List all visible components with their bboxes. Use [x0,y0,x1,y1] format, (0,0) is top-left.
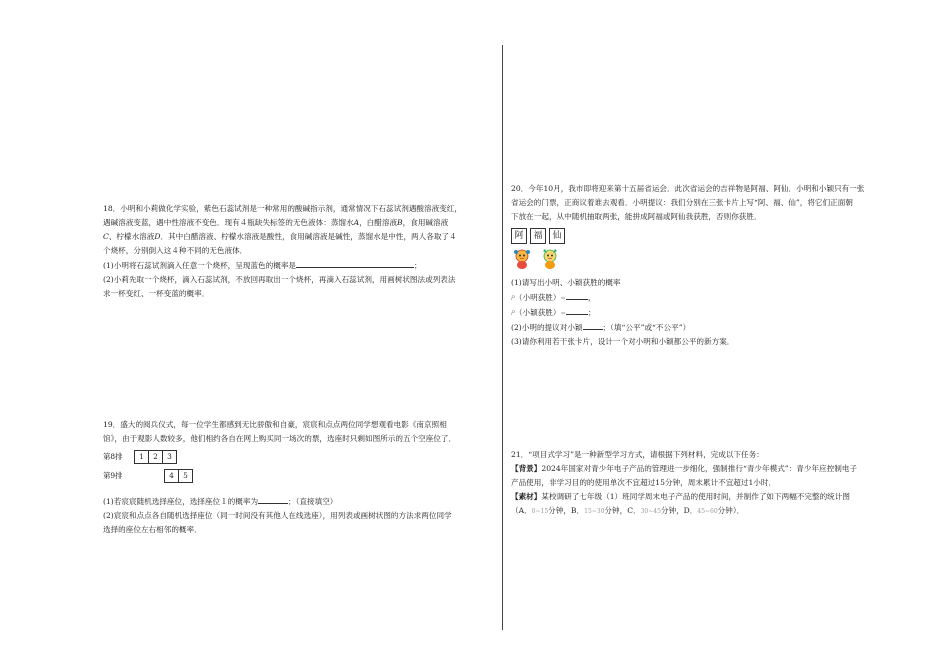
q21-stem: 21．“项目式学习”是一种新型学习方式，请根据下列材料，完成以下任务： [511,450,764,459]
question-19 [103,418,491,537]
card-fu: 福 [530,228,546,244]
question-20 [511,182,899,349]
q20-part-2: (2)小明的提议对小颖 ；（填“公平”或“不公平”） [511,320,899,335]
card-row [511,228,899,244]
seat-row-8 [103,448,491,465]
seat-3: 3 [162,450,177,464]
q19-stem-line-1: 19．盛大的阅兵仪式，每一位学生都感到无比骄傲和自豪，宸宸和点点两位同学想观看电影《南京照相 [103,420,447,429]
q19-part-1: (1)若宸宸随机选择座位，选择座位１的概率为 ；（直接填空） [103,494,491,509]
q18-stem-line-1: 18．小明和小莉做化学实验，紫色石蕊试剂是一种常用的酸碱指示剂，通常情况下石蕊试剂遇酸溶液变红， [103,204,462,213]
q18-stem-line-3: C、柠檬水溶液D．其中白醋溶液、柠檬水溶液是酸性，食用碱溶液是碱性，蒸馏水是中性，两人各取了４ [103,232,457,241]
seat-2: 2 [148,450,163,464]
row-9-label: 第9排 [103,470,123,480]
q19-answer-blank[interactable] [258,494,288,504]
q18-stem-line-2: 遇碱溶液变蓝，遇中性溶液不变色．现有４瓶缺失标签的无色液体：蒸馏水A，白醋溶液B，食用碱溶液 [103,218,449,227]
q19-part-2-line-1: (2)宸宸和点点各自随机选择座位（同一时间没有其他人在线选座），用列表或画树状图的方法求两位同学 [103,511,452,520]
q21-options: （A．0~15分钟，B．15~30分钟，C．30~45分钟，D．45~60分钟）． [511,506,745,515]
q19-stem-line-2: 馆》，由于观影人数较多，他们相约各自在网上购买同一场次的票，选座时只剩如图所示的五个空座位了． [103,434,457,443]
question-21 [511,448,899,519]
q20-p-xiaoying: P（小颖获胜）= ； [511,305,899,320]
row-8-label: 第8排 [103,451,123,461]
q20-xiaoming-blank[interactable] [566,290,588,300]
q18-part-2-line-1: (2)小莉先取一个烧杯，滴入石蕊试剂，不放回再取出一个烧杯，再滴入石蕊试剂，用画树状图法或列表法 [103,275,456,284]
mascot-images [511,248,899,270]
q18-part-2-line-2: 求一杯变红、一杯变蓝的概率． [103,289,210,298]
seat-4: 4 [164,469,179,483]
seat-1: 1 [134,450,149,464]
card-a: 阿 [511,228,527,244]
q21-background-line-1: 【背景】2024年国家对青少年电子产品的管理进一步细化，强制推行“青少年模式”：青少年应控制电子 [511,464,858,473]
q18-part-1: (1)小明将石蕊试剂滴入任意一个烧杯，呈现蓝色的概率是 ； [103,258,491,273]
q20-stem-line-3: 下放在一起，从中随机抽取两张，能拼成阿福或阿仙我获胜，否则你获胜． [511,212,762,221]
seat-row-9 [103,467,491,484]
q18-stem-line-4: 个烧杯，分别倒入这４种不同的无色液体． [103,246,248,255]
q21-background-line-2: 产品使用，非学习目的的使用单次不宜超过15分钟，周末累计不宜超过1小时． [511,478,777,487]
question-18 [103,202,491,301]
seat-5: 5 [178,469,193,483]
q21-material-line-1: 【素材】某校调研了七年级（1）班同学周末电子产品的使用时间，并制作了如下两幅不完整的统计图 [511,492,850,501]
q20-stem-line-1: 20．今年10月，我市即将迎来第十五届省运会．此次省运会的吉祥物是阿福、阿仙．小明和小颖只有一张 [511,184,865,193]
q20-xiaoying-blank[interactable] [566,305,588,315]
q20-p-xiaoming: P（小明获胜）= ， [511,290,899,305]
q18-answer-blank[interactable] [296,258,414,268]
q20-part-1: (1)请写出小明、小颖获胜的概率 [511,278,621,287]
q20-stem-line-2: 省运会的门票，正商议着谁去观看．小明提议：我们分别在三张卡片上写“阿、福、仙”，将它们正面朝 [511,198,853,207]
q19-part-2-line-2: 选择的座位左右相邻的概率． [103,525,202,534]
page-divider [502,45,503,630]
mascot-axian-icon [539,248,561,270]
mascot-afu-icon [511,248,533,270]
card-xian: 仙 [549,228,565,244]
q20-fair-blank[interactable] [583,320,603,330]
q20-part-3: (3)请你利用若干张卡片，设计一个对小明和小颖都公平的新方案． [511,337,735,346]
